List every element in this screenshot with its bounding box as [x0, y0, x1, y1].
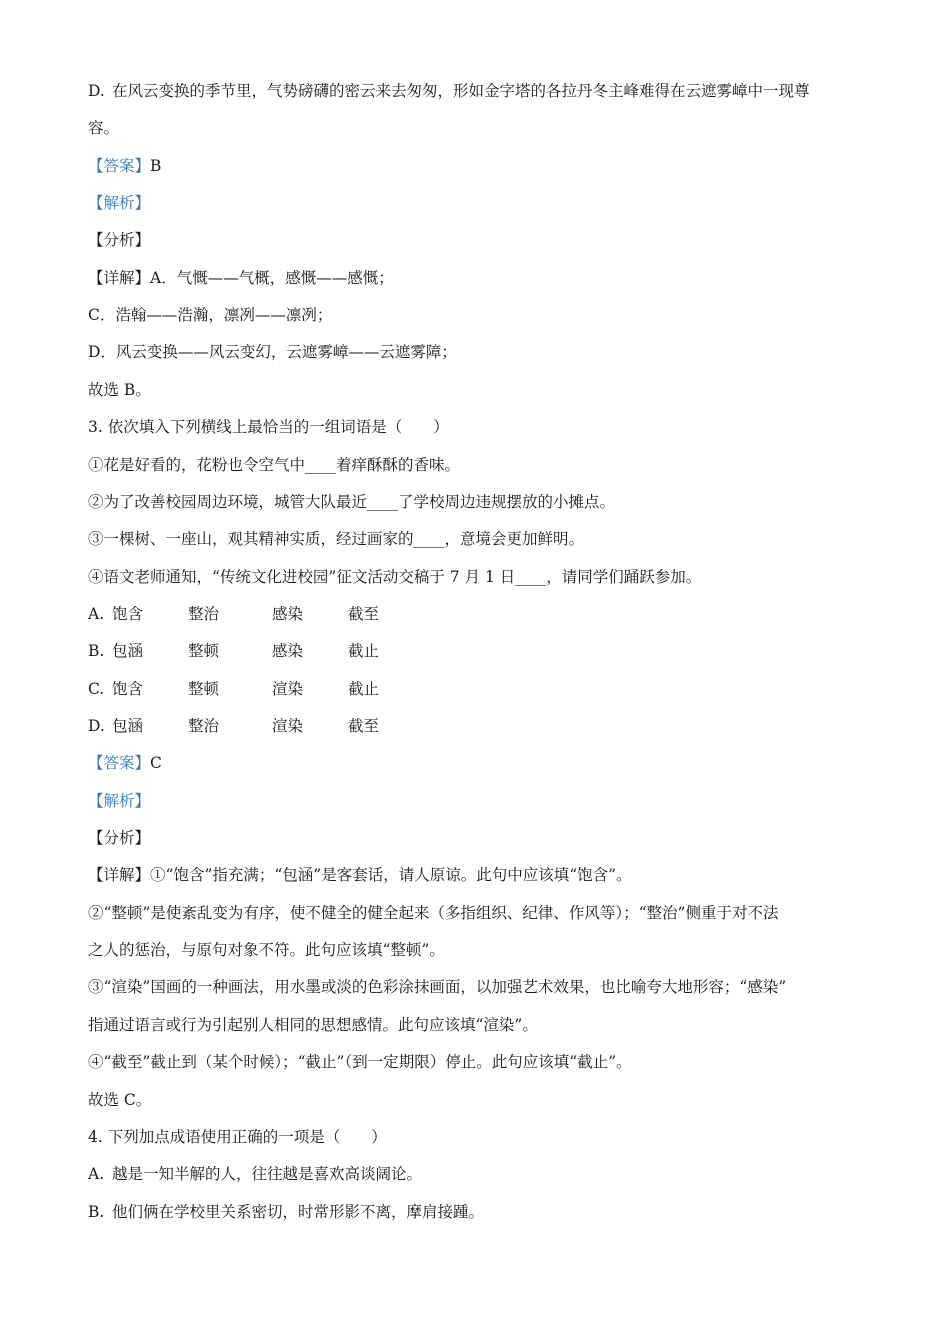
sentence-text: 着痒酥酥的香味。: [336, 456, 461, 474]
detail-text: ①“饱含”指充满；“包涵”是客套话，请人原谅。此句中应该填“饱含”。: [150, 866, 632, 884]
q2-detail-d: D．风云变换——风云变幻，云遮雾嶂——云遮雾障；: [88, 343, 457, 361]
option-text: 在风云变换的季节里，气势磅礴的密云来去匆匆，形如金字塔的各拉丹冬主峰难得在云遮雾嶂中一现尊: [112, 82, 810, 100]
option-word: 包涵: [112, 642, 144, 660]
q3-option-c: [88, 678, 379, 700]
answer-tag: 【答案】: [88, 754, 151, 772]
q3-answer: [88, 752, 162, 774]
q4-stem: 4. 下列加点成语使用正确的一项是（ ）: [88, 1128, 387, 1146]
fill-blank: ____: [305, 456, 337, 474]
option-word: 整顿: [188, 642, 220, 660]
q3-detail-3-line2: 指通过语言或行为引起别人相同的思想感情。此句应该填“渲染”。: [88, 1016, 538, 1034]
fill-blank: ____: [413, 530, 445, 548]
option-label: A.: [88, 1165, 105, 1183]
answer-value: C: [150, 754, 162, 772]
option-word: 截至: [348, 605, 380, 623]
option-label: C.: [88, 680, 105, 698]
q2-fenxi-tag: 【分析】: [88, 231, 151, 249]
detail-tag: 【详解】: [88, 866, 151, 884]
sentence-text: 了学校周边违规摆放的小摊点。: [398, 493, 616, 511]
q3-sentence-1: [88, 454, 460, 476]
option-label: D.: [88, 82, 105, 100]
option-text: 他们俩在学校里关系密切，时常形影不离，摩肩接踵。: [112, 1203, 485, 1221]
q2-conclusion: 故选 B。: [88, 381, 151, 399]
answer-tag: 【答案】: [88, 157, 151, 175]
q3-fenxi-tag: 【分析】: [88, 829, 151, 847]
option-word: 整治: [188, 605, 220, 623]
q2-answer: [88, 155, 161, 177]
q2-analysis-tag: 【解析】: [88, 194, 151, 212]
detail-tag: 【详解】: [88, 269, 151, 287]
sentence-text: ，请同学们踊跃参加。: [546, 568, 702, 586]
option-word: 渲染: [272, 680, 304, 698]
option-word: 感染: [272, 605, 304, 623]
option-word: 截至: [348, 717, 380, 735]
sentence-text: ④语文老师通知，“传统文化进校园”征文活动交稿于 7 月 1 日: [88, 568, 516, 586]
option-label: B.: [88, 642, 105, 660]
option-word: 渲染: [272, 717, 304, 735]
option-word: 截止: [348, 680, 380, 698]
q3-option-a: [88, 603, 379, 625]
sentence-text: ①花是好看的，花粉也令空气中: [88, 456, 306, 474]
q3-sentence-3: [88, 528, 584, 550]
q3-detail-2-line2: 之人的惩治，与原句对象不符。此句应该填“整顿”。: [88, 941, 445, 959]
sentence-text: ，意境会更加鲜明。: [444, 530, 585, 548]
q3-detail-1: [88, 864, 632, 886]
q2-detail-c: C．浩翰——浩瀚，凛冽——凛冽；: [88, 306, 333, 324]
option-label: A.: [88, 605, 105, 623]
q3-detail-3-line1: ③“渲染”国画的一种画法，用水墨或淡的色彩涂抹画面，以加强艺术效果，也比喻夸大地形容；“感染”: [88, 978, 787, 996]
q3-option-b: [88, 640, 379, 662]
sentence-text: ②为了改善校园周边环境，城管大队最近: [88, 493, 368, 511]
sentence-text: ③一棵树、一座山，观其精神实质，经过画家的: [88, 530, 414, 548]
fill-blank: ____: [515, 568, 547, 586]
option-text: 越是一知半解的人，往往越是喜欢高谈阔论。: [112, 1165, 423, 1183]
q2-option-d-line2: 容。: [88, 119, 120, 137]
q4-option-a: [88, 1163, 422, 1185]
option-word: 整顿: [188, 680, 220, 698]
option-word: 饱含: [112, 680, 144, 698]
option-word: 包涵: [112, 717, 144, 735]
q2-option-d-line1: [88, 80, 810, 102]
q2-detail-a: [88, 267, 394, 289]
q3-sentence-4: [88, 566, 701, 588]
q3-stem: 3. 依次填入下列横线上最恰当的一组词语是（ ）: [88, 418, 449, 436]
q4-option-b: [88, 1201, 484, 1223]
q3-analysis-tag: 【解析】: [88, 792, 151, 810]
q3-detail-2-line1: ②“整顿”是使紊乱变为有序，使不健全的健全起来（多指组织、纪律、作风等）；“整治”侧重于对不法: [88, 904, 779, 922]
q3-detail-4: ④“截至”截止到（某个时候）；“截止”（到一定期限）停止。此句应该填“截止”。: [88, 1053, 632, 1071]
fill-blank: ____: [367, 493, 399, 511]
option-word: 截止: [348, 642, 380, 660]
option-word: 饱含: [112, 605, 144, 623]
detail-text: A．气慨——气概，感慨——感慨；: [150, 269, 394, 287]
answer-value: B: [150, 157, 162, 175]
option-word: 整治: [188, 717, 220, 735]
option-label: B.: [88, 1203, 105, 1221]
q3-sentence-2: [88, 491, 615, 513]
q3-conclusion: 故选 C。: [88, 1091, 152, 1109]
q3-option-d: [88, 715, 379, 737]
option-word: 感染: [272, 642, 304, 660]
option-label: D.: [88, 717, 105, 735]
